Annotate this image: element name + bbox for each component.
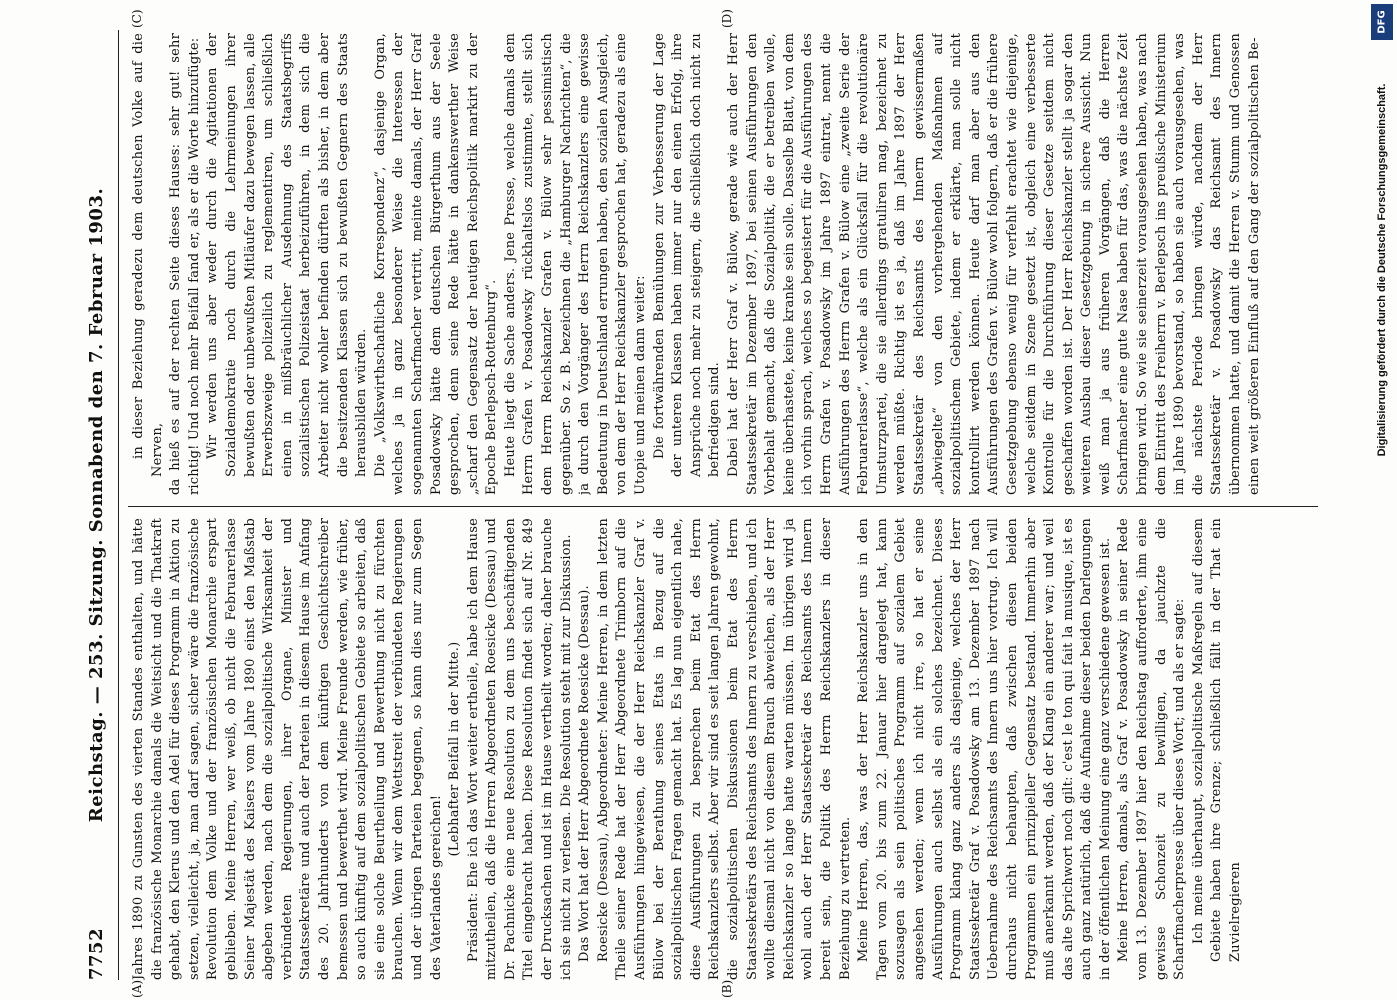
paragraph: Meine Herren, damals, als Graf v. Posadowsky in seiner Rede vom 13. Dezember 1897 hier den Reichstag aufforderte, ihm eine gewisse Schonzeit zu bewilligen, da jauchzte die Scharfmacherpresse über dieses Wort; und als er sagte: <box>1116 518 1188 980</box>
paragraph: Roesicke (Dessau), Abgeordneter: Meine Herren, in dem letzten Theile seiner Rede hat der Herr Abgeordnete Trimborn auf die Ausführungen hingewiesen, die der Herr Reichskanzler Graf v. Bülow bei der Berathung seines Etats in Bezug auf die sozialpolitischen Fragen gemacht hat. Es lag nun eigentlich nahe, diese Ausführungen zu besprechen beim Etat des Herrn Reichskanzlers selbst. Aber wir sind es seit langen Jahren gewohnt, die sozialpolitischen Diskussionen beim Etat des Herrn Staatssekretärs des Reichsamts des Innern zu verschieben, und ich wollte diesmal nicht von diesem Brauch abweichen, als der Herr Reichskanzler so lange hatte warten müssen. Im übrigen wird ja wohl auch der Herr Staatssekretär des Reichsamts des Innern bereit sein, die Politik des Herrn Reichskanzlers in dieser Beziehung zu vertreten. <box>595 518 853 980</box>
paragraph: Die „Volkswirthschaftliche Korrespondenz“, dasjenige Organ, welches ja in ganz besonderer Weise die Interessen der sogenannten Scharfmacher vertritt, meinte damals, der Herr Graf Posadowsky hätte dem deutschen Bürgerthum aus der Seele gesprochen, denn seine Rede hätte in dankenswerther Weise „scharf den Gegensatz der heutigen Reichspolitik markirt zu der Epoche Berlepsch-Rottenburg“. <box>372 33 500 495</box>
margin-marker-c: (C) <box>130 9 144 28</box>
page-number: 7752 <box>86 927 107 980</box>
header-rule <box>118 30 119 980</box>
dfg-logo: DFG <box>1371 4 1393 40</box>
rotated-newspaper-sheet <box>50 0 1350 1000</box>
paragraph: Heute liegt die Sache anders. Jene Presse, welche damals dem Herrn Grafen v. Posadowsky rückhaltslos zustimmte, stellt sich dem Herrn Reichskanzler Grafen v. Bülow sehr pessimistisch gegenüber. So z. B. bezeichnen die „Hamburger Nachrichten“, die ja durch den Vorgänger des Herrn Reichskanzlers eine gewisse Bedeutung in Deutschland errungen haben, den sozialen Ausgleich, von dem der Herr Reichskanzler gesprochen hat, geradezu als eine Utopie und meinen dann weiter: <box>502 33 649 495</box>
margin-marker-b: (B) <box>720 979 734 998</box>
right-column <box>130 33 1310 495</box>
column-divider <box>128 506 1318 507</box>
margin-marker-a: (A) <box>130 979 144 998</box>
digitization-sidebar: DFG Digitalisierung gefördert durch die Deutsche Forschungsgemeinschaft. <box>1371 0 1393 1000</box>
quotation: Ich meine überhaupt, sozialpolitische Maßregeln auf diesem Gebiete haben ihre Grenze; schließlich fällt in der That ein Zuvielregieren <box>1190 518 1244 962</box>
header-title: Reichstag. — 253. Sitzung. Sonnabend den 7. Februar 1903. <box>86 187 107 823</box>
paragraph: Meine Herren, das, was der Herr Reichskanzler uns in den Tagen vom 20. bis zum 22. Januar hier dargelegt hat, kann sozusagen als sein politisches Programm auf sozialem Gebiet angesehen werden; wenn ich nicht irre, so hat er seine Ausführungen auch selbst als ein solches bezeichnet. Dieses Programm klang ganz anders als dasjenige, welches der Herr Staatssekretär Graf v. Posadowsky am 13. Dezember 1897 nach Uebernahme des Reichsamts des Innern uns hier vortrug. Ich will durchaus nicht behaupten, daß zwischen diesen beiden Programmen ein prinzipieller Gegensatz bestand. Immerhin aber muß anerkannt werden, daß der Klang ein anderer war; und weil das alte Sprichwort noch gilt: c'est le ton qui fait la musique, ist es auch ganz natürlich, daß die Aufnahme dieser beiden Darlegungen in der öffentlichen Meinung eine ganz verschiedene gewesen ist. <box>856 518 1113 980</box>
margin-marker-d: (D) <box>720 9 734 28</box>
paragraph: Dabei hat der Herr Graf v. Bülow, gerade wie auch der Herr Staatssekretär im Dezember 1897, bei seinen Ausführungen den Vorbehalt gemacht, daß die Sozialpolitik, die er betreiben wolle, keine überhastete, keine kranke sein solle. Dasselbe Blatt, von dem ich vorhin sprach, welches so begeistert für die Ausführungen des Herrn Grafen v. Posadowsky im Jahre 1897 eintrat, nennt die Ausführungen des Herrn Grafen v. Bülow eine „zweite Serie der Februarerlasse“, welche als ein Glücksfall für die revolutionäre Umsturzpartei, die sie allerdings gratuliren mag, bezeichnet zu werden müßte. Richtig ist es ja, daß im Jahre 1897 der Herr Staatssekretär des Reichsamts des Innern gewissermaßen „abwiegelte“ von den vorhergehenden Maßnahmen auf sozialpolitischem Gebiete, indem er erklärte, man solle nicht kontrollirt werden können. Heute darf man aber aus den Ausführungen des Grafen v. Bülow wohl folgern, daß er die frühere Gesetzgebung ebenso wenig für verfehlt erachtet wie diejenige, welche seitdem in Szene gesetzt ist, obgleich eine verbesserte Kontrolle für die Durchführung dieser Gesetze seitdem nicht geschaffen worden ist. Der Herr Reichskanzler stellt ja sogar den weiteren Ausbau dieser Gesetzgebung in sichere Aussicht. Nun weiß man ja aus früheren Vorgängen, daß die Herren Scharfmacher eine gute Nase haben für das, was die nächste Zeit bringen wird. So wie sie seinerzeit vorausgesehen haben, was nach dem Eintritt des Freiherrn v. Berlepsch ins preußische Ministerium im Jahre 1890 bevorstand, so haben sie auch vorausgesehen, was die nächste Periode bringen würde, nachdem der Herr Staatssekretär v. Posadowsky das Reichsamt des Innern übernommen hatte, und damit die Herren v. Stumm und Genossen einen weit größeren Einfluß auf den Gang der sozialpolitischen Be- <box>726 33 1262 495</box>
paragraph: Jahres 1890 zu Gunsten des vierten Standes enthalten, und hätte die französische Monarchie damals die Weitsicht und die Thatkraft gehabt, den Klerus und den Adel für dieses Programm in Aktion zu setzen, vielleicht, ja, man darf sagen, sicher wäre die französische Revolution dem Volke und der französischen Monarchie erspart geblieben. Meine Herren, wer weiß, ob nicht die Februarerlasse Seiner Majestät des Kaisers vom Jahre 1890 einst den Maßstab abgeben werden, nach dem die sozialpolitische Wirksamkeit der verbündeten Regierungen, ihrer Organe, Minister und Staatssekretäre und auch der Parteien in diesem Hause im Anfang des 20. Jahrhunderts von dem künftigen Geschichtschreiber bemessen und bewerthet wird. Meine Freunde werden, wie früher, so auch künftig auf dem sozialpolitischen Gebiete so arbeiten, daß sie eine solche Beurtheilung und Bewerthung nicht zu fürchten brauchen. Wenn wir dem Wettstreit der verbündeten Regierungen und der übrigen Parteien begegnen, so kann dies nur zum Segen des Vaterlandes gereichen! <box>131 518 444 980</box>
paragraph: da hieß es auf der rechten Seite dieses Hauses: sehr gut! sehr richtig! Und noch mehr Beifall fand er, als er die Worte hinzufügte: <box>168 33 202 495</box>
applause-note: (Lebhafter Beifall in der Mitte.) <box>447 641 463 857</box>
quotation: in dieser Beziehung geradezu dem deutschen Volke auf die Nerven, <box>131 33 165 477</box>
paragraph: Das Wort hat der Herr Abgeordnete Roesicke (Dessau). <box>577 585 593 962</box>
left-column <box>130 518 1310 980</box>
paragraph: Präsident: Ehe ich das Wort weiter ertheile, habe ich dem Hause mitzutheilen, daß die Herren Abgeordneten Roesicke (Dessau) und Dr. Pachnicke eine neue Resolution zu dem uns beschäftigenden Titel eingebracht haben. Diese Resolution findet sich auf Nr. 849 der Drucksachen und ist im Hause vertheilt worden; daher brauche ich sie nicht zu verlesen. Die Resolution steht mit zur Diskussion. <box>465 518 574 980</box>
quotation: Wir werden uns aber weder durch die Agitationen der Sozialdemokratie noch durch die Lehrmeinungen ihrer bewußten oder unbewußten Mitläufer dazu bewegen lassen, alle Erwerbszweige polizeilich zu reglementiren, um schließlich einen in mißbräuchlicher Ausdehnung des Staatsbegriffs sozialistischen Polizeistaat herbeizuführen, in dem sich die Arbeiter nicht wohler befinden dürften als bisher, in dem aber die besitzenden Klassen sich zu bewußten Gegnern des Staats herausbilden würden. <box>205 33 370 477</box>
page-header <box>78 30 118 980</box>
quotation: Die fortwährenden Bemühungen zur Verbesserung der Lage der unteren Klassen haben immer nur den einen Erfolg, ihre Ansprüche noch mehr zu steigern, die schließlich doch nicht zu befriedigen sind. <box>651 33 723 477</box>
